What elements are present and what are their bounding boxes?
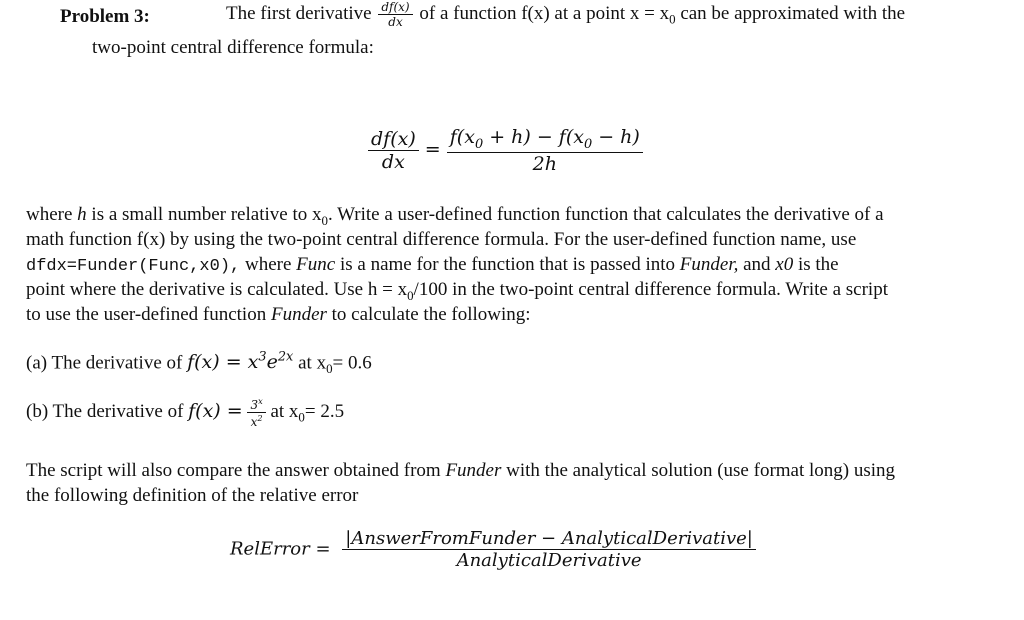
formula1-rhs-num bbox=[447, 126, 643, 153]
intro-text-a: The first derivative bbox=[226, 2, 372, 24]
part-a-value: = 0.6 bbox=[332, 352, 372, 374]
problem-heading bbox=[60, 6, 150, 28]
formula2-fraction bbox=[342, 528, 756, 571]
part-b-frac-num bbox=[247, 396, 265, 413]
body-line-3 bbox=[26, 254, 839, 276]
formula1-rhs bbox=[447, 126, 643, 175]
formula1-lhs-den: dx bbox=[381, 150, 405, 173]
part-a-math-a: f(x) = x bbox=[187, 351, 259, 374]
part-a-exp1: 3 bbox=[258, 350, 267, 365]
body-l5-funder: Funder bbox=[270, 304, 327, 325]
closing-l1-funder: Funder bbox=[445, 460, 502, 481]
formula2-num: |AnswerFromFunder − AnalyticalDerivative| bbox=[342, 528, 756, 550]
body-line-4 bbox=[26, 279, 888, 304]
rhs-num-c: − h) bbox=[592, 126, 640, 148]
body-l4-b: /100 in the two-point central difference formula. Write a script bbox=[413, 279, 888, 300]
part-a-x0: x bbox=[316, 352, 327, 374]
problem-label: Problem 3: bbox=[60, 6, 150, 27]
body-l1-b: is a small number relative to x bbox=[91, 204, 322, 225]
body-l3-d: is the bbox=[797, 254, 839, 275]
body-l3-x0: x0 bbox=[775, 254, 794, 275]
part-a-exp2: 2x bbox=[277, 350, 294, 365]
body-line-1 bbox=[26, 204, 884, 229]
part-b-num-exp: x bbox=[258, 396, 263, 406]
part-a-math bbox=[187, 351, 293, 373]
formula1-rhs-den: 2h bbox=[532, 152, 557, 175]
part-b-den-base: x bbox=[250, 415, 258, 429]
relative-error-formula bbox=[230, 528, 756, 571]
closing-l1-b: with the analytical solution (use format long) using bbox=[506, 460, 896, 481]
part-a-at: at bbox=[298, 352, 312, 374]
closing-l1-a: The script will also compare the answer obtained from bbox=[26, 460, 441, 481]
intro-text-c: can be approximated with the bbox=[680, 2, 906, 24]
part-a-math-b: e bbox=[266, 351, 278, 374]
body-l5-b: to calculate the following: bbox=[331, 304, 531, 325]
intro-sub: 0 bbox=[669, 11, 676, 27]
part-b-frac-den bbox=[248, 413, 266, 429]
closing-line-2: the following definition of the relative error bbox=[26, 485, 359, 506]
body-l3-b: is a name for the function that is passed into bbox=[339, 254, 676, 275]
part-b-x0: x bbox=[288, 400, 299, 422]
part-b bbox=[26, 396, 344, 429]
part-b-math: f(x) = bbox=[188, 399, 243, 422]
closing-line-1 bbox=[26, 460, 895, 482]
formula1-lhs bbox=[368, 128, 419, 173]
intro-frac-den: dx bbox=[388, 15, 403, 29]
problem-intro bbox=[226, 0, 905, 29]
body-l3-funder: Funder, bbox=[679, 254, 739, 275]
formula2-den: AnalyticalDerivative bbox=[456, 550, 642, 571]
body-l5-a: to use the user-defined function bbox=[26, 304, 267, 325]
intro-fraction bbox=[378, 0, 412, 29]
intro-frac-num: df(x) bbox=[378, 0, 412, 15]
body-l1-sub: 0 bbox=[321, 212, 328, 228]
part-b-at: at bbox=[270, 400, 285, 422]
part-b-den-exp: 2 bbox=[257, 413, 263, 423]
part-b-fraction bbox=[247, 396, 265, 429]
formula1-equals: = bbox=[424, 138, 441, 161]
part-b-value: = 2.5 bbox=[304, 400, 345, 422]
formula2-lhs: RelError = bbox=[230, 538, 331, 560]
body-line-5 bbox=[26, 304, 531, 326]
rhs-num-a: f(x bbox=[449, 126, 475, 148]
rhs-num-b: + h) − f(x bbox=[483, 126, 584, 148]
part-b-x0-sub: 0 bbox=[298, 409, 305, 425]
part-a-label: (a) The derivative of bbox=[26, 352, 183, 374]
part-b-num-base: 3 bbox=[250, 398, 259, 412]
intro-line-2: two-point central difference formula: bbox=[92, 37, 374, 58]
body-l4-a: point where the derivative is calculated. Use h = x bbox=[26, 279, 408, 300]
body-l1-h: h bbox=[77, 204, 87, 225]
rhs-num-sub2: 0 bbox=[583, 136, 593, 152]
formula1-lhs-num: df(x) bbox=[368, 128, 419, 151]
part-b-label: (b) The derivative of bbox=[26, 400, 184, 422]
body-l3-c: and bbox=[743, 254, 771, 275]
rhs-num-sub1: 0 bbox=[474, 136, 484, 152]
body-l3-func: Func bbox=[296, 254, 336, 275]
intro-text-b: of a function f(x) at a point x = x bbox=[419, 2, 670, 24]
part-a-x0-sub: 0 bbox=[326, 361, 333, 377]
body-l1-a: where bbox=[26, 204, 73, 225]
central-difference-formula bbox=[368, 126, 643, 175]
body-l1-c: . Write a user-defined function function that calculates the derivative of a bbox=[327, 204, 884, 225]
body-line-2: math function f(x) by using the two-point central difference formula. For the user-defined function name, use bbox=[26, 229, 857, 250]
part-a bbox=[26, 350, 372, 377]
body-l3-a: where bbox=[245, 254, 292, 275]
body-l4-sub: 0 bbox=[407, 287, 414, 303]
funder-signature-code: dfdx=Funder(Func,x0), bbox=[26, 257, 241, 276]
